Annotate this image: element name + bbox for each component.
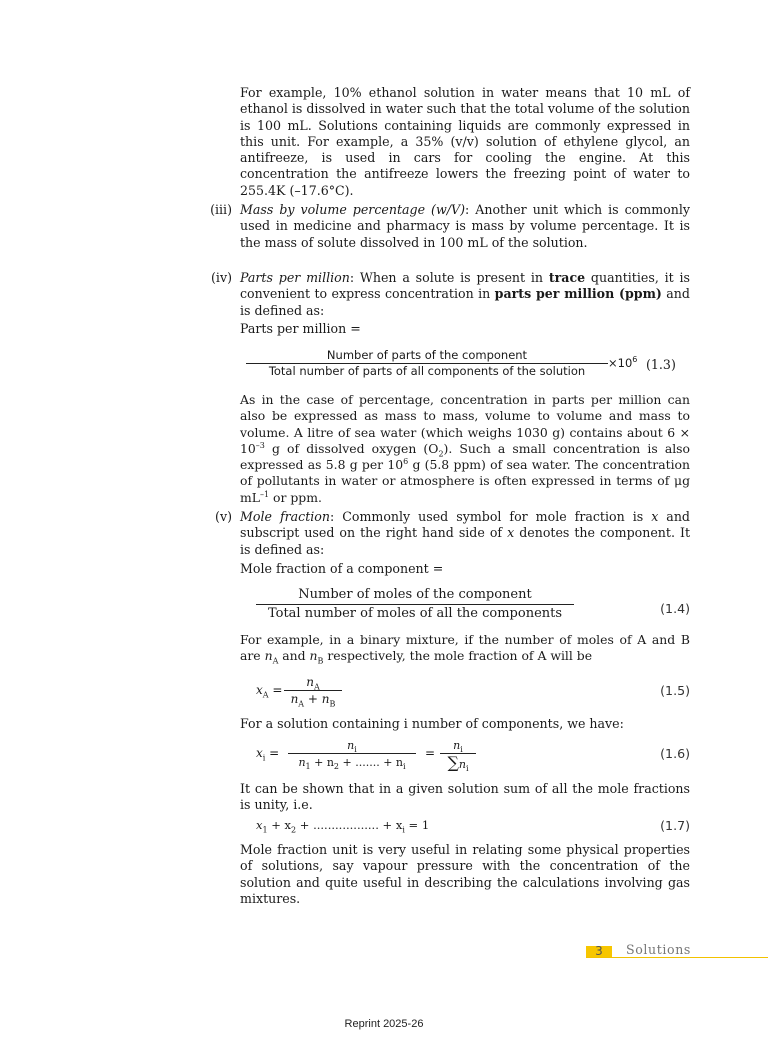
item-label-iv: (iv): [211, 270, 232, 285]
footer-rule: [586, 957, 768, 958]
sub-A: A: [262, 690, 269, 700]
sub-i: i: [460, 745, 463, 755]
plus-sign: +: [307, 692, 318, 706]
symbol-n: n: [264, 648, 273, 664]
fraction-sum: [440, 738, 476, 774]
reprint-notice: Reprint 2025-26: [344, 1018, 424, 1030]
paragraph-ppm: [240, 270, 690, 319]
fraction-numerator: Number of parts of the component: [326, 348, 528, 362]
fraction-numerator: Number of moles of the component: [298, 587, 532, 602]
mole-fraction-lead: Mole fraction of a component =: [240, 561, 444, 576]
sub-B: B: [329, 699, 336, 709]
equals-sign: =: [272, 683, 283, 697]
sub-i: i: [354, 745, 357, 755]
ppm-text-b: quantities, it is convenient to express concentration in: [240, 270, 691, 302]
paragraph-mass-by-volume: [240, 202, 690, 251]
term-mole-fraction: Mole fraction: [240, 509, 330, 524]
fraction-denominator: [284, 691, 342, 708]
den-dots: + ....... + n: [339, 756, 403, 769]
equation-number-1-4: (1.4): [660, 601, 690, 616]
item-label-v: (v): [215, 509, 232, 524]
symbol-n: n: [298, 756, 306, 769]
equals-sign: =: [269, 746, 280, 760]
paragraph-ppm-example: [240, 392, 690, 506]
symbol-n: n: [453, 739, 461, 752]
fraction-denominator: [288, 754, 416, 772]
ppm-text-a: : When a solute is present in: [349, 270, 549, 285]
symbol-x: x: [651, 509, 659, 524]
sub-1: 1: [305, 762, 311, 772]
fraction-ppm: [246, 348, 608, 379]
sub-2: 2: [291, 825, 297, 835]
mole-text-b: and subscript used on the right hand side of: [240, 509, 690, 541]
binary-and: and: [278, 648, 310, 664]
binary-text-a: For example, in a binary mixture, if the number of moles of A and B are: [240, 632, 690, 664]
den-mid: + n: [310, 756, 334, 769]
eq15-lhs: [256, 683, 283, 700]
fraction-denominator: [440, 754, 476, 774]
symbol-x: x: [256, 683, 263, 697]
equation-number-1-3: (1.3): [646, 357, 676, 372]
dots-xi: + .................. + x: [296, 818, 403, 832]
sub-A: A: [272, 656, 279, 666]
ppm-lead: Parts per million =: [240, 321, 361, 336]
ppm-example-a: As in the case of percentage, concentration in parts per million can also be expressed as mass to mass, volume to volume and mass to volume. A litre of sea water (which weighs 1030 g) contains about 6 × 10: [240, 392, 690, 456]
mass-by-volume-text: : Another unit which is commonly used in medicine and pharmacy is mass by volume percentage. It is the mass of solute dissolved in 100 mL of the solution.: [240, 202, 690, 250]
sub-i: i: [403, 762, 406, 772]
fraction-numerator: [288, 738, 416, 753]
eq17-expression: [256, 818, 430, 835]
equation-number-1-5: (1.5): [660, 683, 690, 698]
ppm-o2-sub: 2: [438, 449, 444, 459]
symbol-x: x: [256, 746, 263, 760]
symbol-n: n: [458, 758, 466, 771]
sub-i: i: [465, 764, 469, 774]
term-trace: trace: [548, 270, 586, 285]
ppm-exp3: –1: [259, 489, 270, 499]
fraction-mole: [256, 586, 574, 623]
fraction-numerator: [284, 675, 342, 690]
symbol-n: n: [306, 675, 314, 689]
ppm-text-c: and is defined as:: [240, 286, 690, 318]
ppm-example-d: g (5.8 ppm) of sea water. The concentration of pollutants in water or atmosphere is often expressed in terms of μg mL: [240, 457, 690, 505]
fraction-denominator: Total number of moles of all the components: [267, 606, 563, 621]
paragraph-multi-component: For a solution containing i number of components, we have:: [240, 716, 624, 731]
symbol-x: x: [507, 525, 515, 541]
sub-1: 1: [262, 825, 268, 835]
plus-x2: + x: [267, 818, 292, 832]
symbol-x: x: [256, 818, 263, 832]
multiplier-base: ×10: [608, 356, 633, 370]
ppm-exp2: 6: [403, 457, 409, 467]
ppm-example-b: g of dissolved oxygen (O: [264, 440, 439, 456]
symbol-n: n: [290, 692, 299, 706]
mole-text-a: : Commonly used symbol for mole fraction is: [329, 509, 652, 524]
ppm-example-c: ). Such a small concentration is also expressed as 5.8 g per 10: [240, 440, 690, 473]
equals-one: = 1: [404, 818, 430, 832]
equals-sign: =: [425, 746, 436, 760]
multiplier: [608, 356, 637, 370]
binary-text-b: respectively, the mole fraction of A will be: [323, 648, 593, 664]
sub-A: A: [298, 699, 305, 709]
sub-A: A: [313, 682, 320, 692]
symbol-n: n: [321, 692, 330, 706]
sub-i: i: [262, 753, 266, 763]
sigma-symbol: ∑: [447, 753, 459, 772]
sub-2: 2: [333, 762, 340, 772]
page-number: 3: [586, 946, 612, 957]
sub-i: i: [402, 825, 405, 835]
paragraph-binary-mixture: [240, 632, 690, 665]
mole-text-c: denotes the component. It is defined as:: [240, 525, 690, 557]
symbol-n: n: [347, 739, 355, 752]
equation-number-1-7: (1.7): [660, 818, 690, 833]
fraction-numerator: [440, 738, 476, 753]
fraction-denominator: Total number of parts of all components of the solution: [268, 364, 586, 378]
ppm-example-e: or ppm.: [269, 489, 322, 505]
term-ppm: Parts per million: [240, 270, 350, 285]
fraction-xi: [288, 738, 416, 772]
term-parts-per-million: parts per million (ppm): [494, 286, 662, 302]
multiplier-exponent: 6: [632, 355, 638, 365]
term-mass-by-volume: Mass by volume percentage (w/V): [240, 202, 465, 217]
chapter-title: Solutions: [626, 942, 691, 957]
fraction-xa: [284, 675, 342, 708]
paragraph-sum-unity: It can be shown that in a given solution sum of all the mole fractions is unity, i.e.: [240, 781, 690, 813]
sub-B: B: [317, 656, 324, 666]
eq16-lhs: [256, 746, 280, 763]
item-label-iii: (iii): [210, 202, 232, 217]
equation-number-1-6: (1.6): [660, 746, 690, 761]
paragraph-mole-fraction-usage: Mole fraction unit is very useful in relating some physical properties of solutions, say vapour pressure with the concentration of the solution and quite useful in describing the calculations involving gas mixtures.: [240, 842, 690, 906]
paragraph-mole-fraction: [240, 509, 690, 558]
paragraph-ethanol-example: For example, 10% ethanol solution in water means that 10 mL of ethanol is dissolved in water such that the total volume of the solution is 100 mL. Solutions containing liquids are commonly expressed in this unit. For example, a 35% (v/v) solution of ethylene glycol, an antifreeze, is used in cars for cooling the engine. At this concentration the antifreeze lowers the freezing point of water to 255.4K (–17.6°C).: [240, 85, 691, 198]
ppm-exp1: –3: [255, 440, 265, 450]
symbol-n: n: [309, 648, 318, 664]
